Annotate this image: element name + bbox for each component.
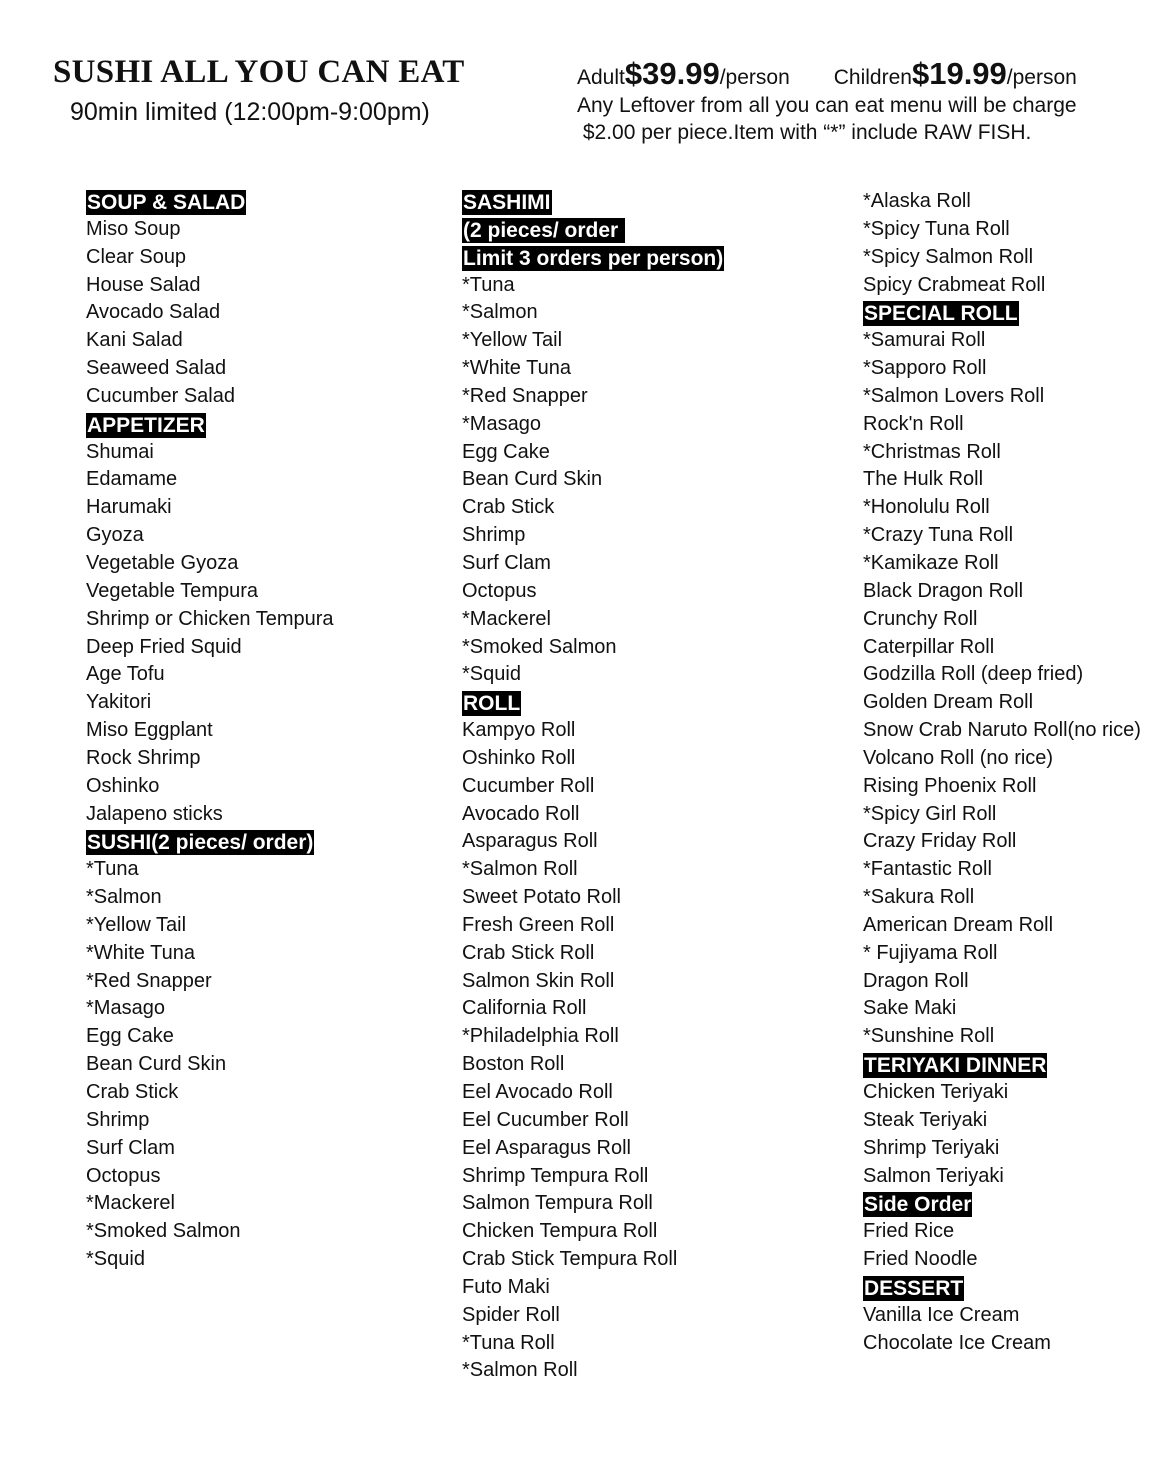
menu-item: Cucumber Roll: [462, 774, 595, 797]
section-header: [863, 1051, 1141, 1079]
section-header: [863, 299, 1141, 327]
menu-item: *Salmon Roll: [462, 858, 578, 881]
menu-item: Oshinko Roll: [462, 746, 576, 769]
menu-item: *Salmon: [86, 886, 162, 909]
menu-item: Volcano Roll (no rice): [863, 746, 1054, 769]
menu-item: *Smoked Salmon: [86, 1220, 241, 1243]
menu-item: Rising Phoenix Roll: [863, 774, 1037, 797]
menu-item: Rock'n Roll: [863, 412, 964, 435]
menu-item: Crab Stick Tempura Roll: [462, 1248, 678, 1271]
menu-item: *Tuna: [462, 273, 515, 296]
section-title: ROLL: [463, 692, 521, 716]
menu-item: Asparagus Roll: [462, 830, 598, 853]
menu-item: *Squid: [86, 1248, 145, 1271]
menu-item: Rock Shrimp: [86, 746, 201, 769]
time-limit-subtitle: 90min limited (12:00pm-9:00pm): [70, 98, 430, 126]
menu-item: California Roll: [462, 997, 587, 1020]
menu-item: *Red Snapper: [462, 384, 588, 407]
section-header: [86, 188, 334, 216]
menu-item: Surf Clam: [86, 1136, 175, 1159]
menu-item: *Tuna Roll: [462, 1331, 555, 1354]
menu-item: *Masago: [462, 412, 541, 435]
section-title: DESSERT: [864, 1276, 964, 1300]
menu-item: Caterpillar Roll: [863, 635, 995, 658]
notice-line-2: $2.00 per piece.Item with “*” include RAW FISH.: [577, 121, 1032, 144]
menu-item: Oshinko: [86, 774, 160, 797]
menu-item: Seaweed Salad: [86, 357, 227, 380]
adult-unit: /person: [719, 66, 790, 89]
menu-item: Crab Stick: [86, 1081, 179, 1103]
menu-item: Golden Dream Roll: [863, 691, 1034, 714]
menu-item: Bean Curd Skin: [462, 468, 603, 491]
menu-item: Crab Stick Roll: [462, 941, 595, 964]
menu-title: SUSHI ALL YOU CAN EAT: [53, 54, 465, 90]
menu-item: Shrimp Tempura Roll: [462, 1164, 649, 1187]
menu-item: Black Dragon Roll: [863, 579, 1024, 602]
menu-item: Salmon Skin Roll: [462, 969, 615, 992]
menu-item: Surf Clam: [462, 551, 551, 574]
menu-item: Jalapeno sticks: [86, 802, 223, 825]
section-header: [863, 1190, 1141, 1218]
menu-item: Spicy Crabmeat Roll: [863, 273, 1046, 296]
menu-item: Fried Noodle: [863, 1248, 978, 1271]
menu-item: Bean Curd Skin: [86, 1053, 227, 1076]
menu-column-3: [863, 188, 1141, 1357]
menu-item: Avocado Salad: [86, 301, 221, 324]
menu-item: Clear Soup: [86, 245, 187, 268]
menu-item: *Christmas Roll: [863, 440, 1001, 463]
menu-item: Salmon Teriyaki: [863, 1164, 1004, 1187]
menu-item: *Fantastic Roll: [863, 858, 992, 881]
menu-item: Sweet Potato Roll: [462, 886, 621, 909]
menu-item: Miso Eggplant: [86, 719, 213, 742]
menu-item: *Yellow Tail: [86, 913, 187, 936]
menu-item: Miso Soup: [86, 217, 181, 240]
menu-item: Crunchy Roll: [863, 607, 978, 630]
section-title: APPETIZER: [87, 413, 205, 437]
menu-item: Steak Teriyaki: [863, 1108, 988, 1131]
menu-item: Vegetable Gyoza: [86, 551, 239, 574]
menu-item: Spider Roll: [462, 1303, 560, 1326]
menu-item: *Crazy Tuna Roll: [863, 524, 1014, 547]
menu-item: Eel Avocado Roll: [462, 1081, 613, 1103]
menu-item: *Red Snapper: [86, 969, 212, 992]
section-header: [86, 828, 334, 856]
menu-item: *Squid: [462, 663, 521, 686]
section-header: [86, 411, 334, 439]
menu-item: The Hulk Roll: [863, 468, 984, 491]
menu-item: *Masago: [86, 997, 165, 1020]
menu-item: *Tuna: [86, 858, 139, 881]
menu-item: Age Tofu: [86, 663, 165, 686]
section-subheader: [462, 216, 724, 244]
menu-item: *Salmon: [462, 301, 538, 324]
section-title: SASHIMI: [463, 191, 551, 214]
menu-item: *Sunshine Roll: [863, 1025, 995, 1048]
section-title: SUSHI(2 pieces/ order): [87, 831, 314, 855]
menu-item: *Salmon Lovers Roll: [863, 384, 1045, 407]
menu-item: *Kamikaze Roll: [863, 551, 999, 574]
menu-item: Futo Maki: [462, 1275, 550, 1298]
menu-item: Fried Rice: [863, 1220, 955, 1243]
menu-item: *Sapporo Roll: [863, 357, 987, 380]
menu-column-2: [462, 188, 724, 1385]
menu-item: *Philadelphia Roll: [462, 1025, 619, 1048]
menu-item: *Spicy Tuna Roll: [863, 217, 1010, 240]
menu-item: *White Tuna: [462, 357, 571, 380]
children-label: Children: [833, 66, 912, 89]
menu-item: Boston Roll: [462, 1053, 565, 1076]
menu-item: *Spicy Salmon Roll: [863, 245, 1034, 268]
menu-item: *Salmon Roll: [462, 1359, 578, 1382]
menu-item: *Spicy Girl Roll: [863, 802, 997, 825]
menu-item: Shumai: [86, 440, 154, 463]
section-header: [863, 1274, 1141, 1302]
menu-item: Avocado Roll: [462, 802, 580, 825]
menu-item: *Samurai Roll: [863, 329, 986, 352]
menu-item: House Salad: [86, 273, 201, 296]
menu-item: Egg Cake: [462, 440, 550, 463]
price-line: [577, 56, 1077, 92]
menu-item: Chicken Teriyaki: [863, 1081, 1009, 1103]
menu-item: Chicken Tempura Roll: [462, 1220, 658, 1243]
menu-item: *Mackerel: [86, 1192, 175, 1215]
menu-item: Cucumber Salad: [86, 384, 235, 407]
section-title: Side Order: [864, 1193, 972, 1217]
notice-line-1: Any Leftover from all you can eat menu will be charge: [577, 94, 1077, 117]
section-subheader: [462, 244, 724, 272]
menu-item: Godzilla Roll (deep fried): [863, 663, 1084, 686]
menu-item: Gyoza: [86, 524, 144, 547]
section-title: TERIYAKI DINNER: [864, 1054, 1047, 1078]
menu-item: Sake Maki: [863, 997, 957, 1020]
leftover-notice: [577, 92, 1077, 146]
menu-item: Egg Cake: [86, 1025, 174, 1048]
menu-item: Shrimp or Chicken Tempura: [86, 607, 334, 630]
menu-item: Salmon Tempura Roll: [462, 1192, 653, 1215]
menu-item: Shrimp: [86, 1108, 150, 1131]
section-subtitle-line: (2 pieces/ order: [463, 218, 625, 242]
menu-item: Octopus: [86, 1164, 161, 1187]
menu-item: * Fujiyama Roll: [863, 941, 998, 964]
menu-item: *Mackerel: [462, 607, 551, 630]
menu-item: Chocolate Ice Cream: [863, 1331, 1051, 1354]
menu-item: *Sakura Roll: [863, 886, 975, 909]
menu-item: Crazy Friday Roll: [863, 830, 1017, 853]
menu-item: Dragon Roll: [863, 969, 969, 992]
section-title: SPECIAL ROLL: [864, 302, 1018, 326]
menu-item: Edamame: [86, 468, 178, 491]
menu-item: Eel Cucumber Roll: [462, 1108, 629, 1131]
section-header: [462, 188, 724, 216]
children-price: $19.99: [911, 56, 1007, 91]
menu-item: Crab Stick: [462, 496, 555, 519]
section-subtitle-line: Limit 3 orders per person): [463, 246, 724, 270]
adult-label: Adult: [577, 66, 625, 89]
menu-item: Vanilla Ice Cream: [863, 1303, 1020, 1326]
section-header: [462, 689, 724, 717]
menu-item: American Dream Roll: [863, 913, 1054, 936]
menu-item: Snow Crab Naruto Roll(no rice): [863, 719, 1141, 742]
menu-item: Harumaki: [86, 496, 172, 519]
menu-item: Shrimp: [462, 524, 526, 547]
menu-item: Yakitori: [86, 691, 152, 714]
section-title: SOUP & SALAD: [87, 191, 246, 214]
menu-item: Deep Fried Squid: [86, 635, 242, 658]
menu-item: *White Tuna: [86, 941, 195, 964]
menu-item: *Smoked Salmon: [462, 635, 617, 658]
menu-item: Fresh Green Roll: [462, 913, 615, 936]
menu-item: *Honolulu Roll: [863, 496, 990, 519]
children-unit: /person: [1006, 66, 1077, 89]
menu-item: Kampyo Roll: [462, 719, 576, 742]
menu-item: *Alaska Roll: [863, 190, 971, 212]
menu-item: Octopus: [462, 579, 537, 602]
menu-item: Shrimp Teriyaki: [863, 1136, 1000, 1159]
menu-item: Eel Asparagus Roll: [462, 1136, 631, 1159]
menu-column-1: [86, 188, 334, 1274]
menu-item: *Yellow Tail: [462, 329, 563, 352]
menu-item: Vegetable Tempura: [86, 579, 258, 602]
adult-price: $39.99: [624, 56, 720, 91]
menu-item: Kani Salad: [86, 329, 183, 352]
